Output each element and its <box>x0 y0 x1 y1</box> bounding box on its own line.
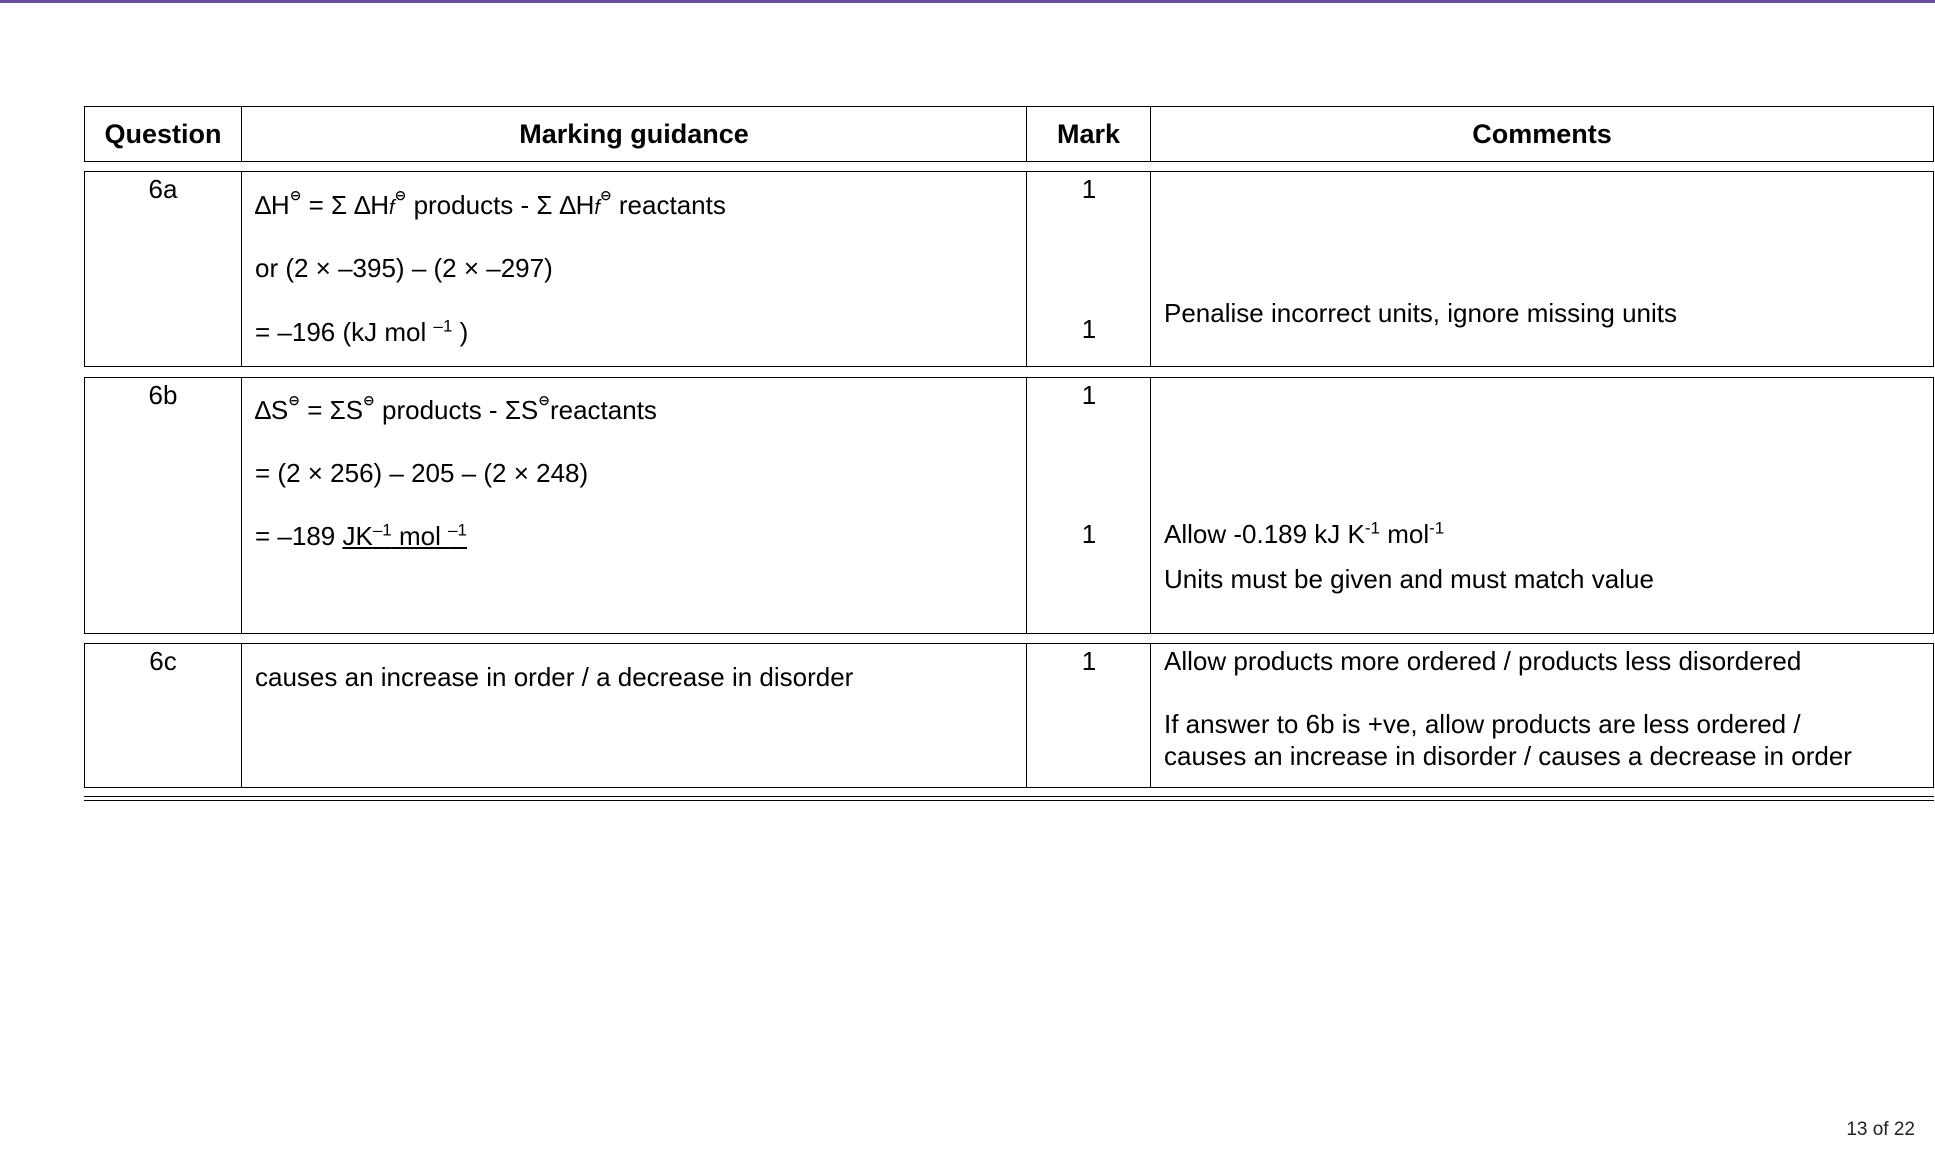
guidance-cell <box>241 172 1026 366</box>
guidance-line: causes an increase in order / a decrease in disorder <box>255 662 854 692</box>
guidance-cell <box>241 378 1026 633</box>
header-comments: Comments <box>1150 107 1933 161</box>
table-row-6b <box>84 377 1934 634</box>
page-number: 13 of 22 <box>1846 1119 1915 1140</box>
header-marking-guidance: Marking guidance <box>241 107 1026 161</box>
table-row-6a <box>84 171 1934 367</box>
table-bottom-rule-secondary <box>84 800 1934 801</box>
comments-cell <box>1150 644 1933 787</box>
guidance-line: = –189 $JK^{-1}$ mol $^{-1}$ <box>255 520 468 551</box>
question-cell <box>85 172 241 366</box>
comments-cell <box>1150 172 1933 366</box>
mark-value: 1 <box>1081 380 1097 410</box>
table-row-6c <box>84 643 1934 788</box>
comments-cell <box>1150 378 1933 633</box>
mark-cell <box>1026 644 1150 787</box>
comment-text: Allow -0.189 kJ $K^{-1}$ mol$^{-1}$ <box>1164 518 1445 549</box>
question-number: 6c <box>149 646 177 676</box>
mark-value: 1 <box>1081 646 1097 676</box>
question-number: 6b <box>148 380 178 410</box>
table-header <box>84 106 1934 162</box>
top-accent-line <box>0 0 1935 3</box>
question-number: 6a <box>148 174 178 204</box>
comment-text: If answer to 6b is +ve, allow products are less ordered / <box>1164 709 1801 739</box>
comment-text: Penalise incorrect units, ignore missing units <box>1164 298 1678 328</box>
comment-text: Units must be given and must match value <box>1164 564 1654 594</box>
guidance-line: = (2 × 256) – 205 – (2 × 248) <box>255 458 589 488</box>
guidance-cell <box>241 644 1026 787</box>
question-cell <box>85 378 241 633</box>
header-mark: Mark <box>1026 107 1150 161</box>
question-cell <box>85 644 241 787</box>
guidance-line: ∆S⊖ = ΣS⊖ products - ΣS⊖reactants <box>255 392 657 425</box>
mark-cell <box>1026 378 1150 633</box>
guidance-line: ∆H⊖ = Σ ∆Hf⊖ products - Σ ∆Hf⊖ reactants <box>255 187 726 220</box>
mark-value: 1 <box>1081 519 1097 549</box>
mark-value: 1 <box>1081 314 1097 344</box>
mark-value: 1 <box>1081 174 1097 204</box>
table-bottom-rule <box>84 796 1934 797</box>
guidance-line: = –196 (kJ mol $^{-1}$ ) <box>255 316 469 347</box>
comment-text: Allow products more ordered / products less disordered <box>1164 646 1802 676</box>
guidance-line: or (2 × –395) – (2 × –297) <box>255 253 553 283</box>
comment-text: causes an increase in disorder / causes a decrease in order <box>1164 741 1852 771</box>
header-question: Question <box>104 118 222 149</box>
mark-cell <box>1026 172 1150 366</box>
